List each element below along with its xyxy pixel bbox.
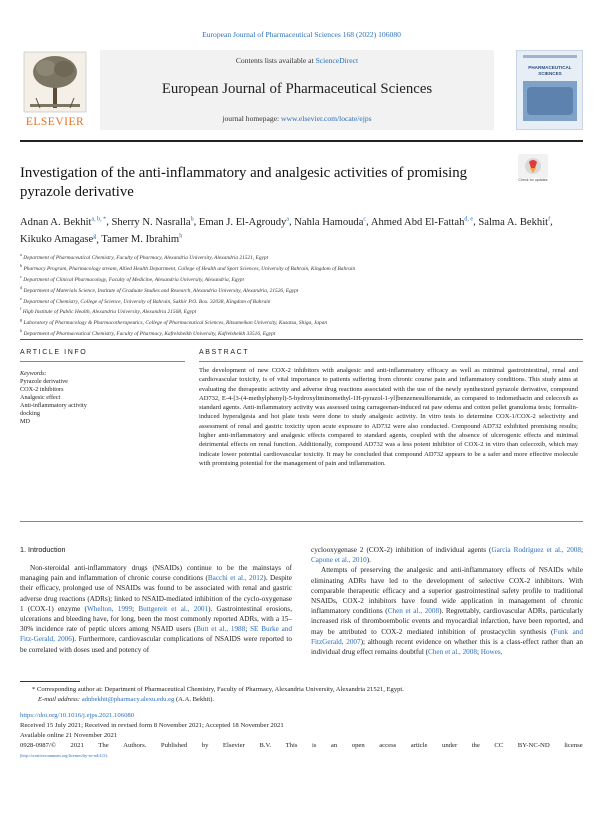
abstract-heading: ABSTRACT [199, 349, 250, 356]
affiliation-key: c [20, 273, 22, 279]
citation-link[interactable]: Funk and FitzGerald, 2007 [311, 627, 583, 646]
license-word: 2021 [70, 742, 84, 749]
author[interactable] [199, 217, 289, 228]
license-word: B.V. [259, 742, 272, 749]
header-rule [20, 140, 583, 142]
author[interactable] [371, 217, 473, 228]
citation-link[interactable]: SE Burke and Fitz-Gerald, 2006 [20, 625, 292, 644]
intro-left-column [20, 563, 292, 655]
license-word: is [311, 742, 317, 749]
affiliation [20, 251, 580, 262]
author-affiliation-marker[interactable]: d, e [464, 216, 474, 222]
license-word: BY-NC-ND [517, 742, 550, 749]
keywords-block [20, 370, 185, 426]
cover-title [521, 65, 579, 77]
author-affiliation-marker[interactable]: a, b, * [91, 216, 107, 222]
affiliation-list [20, 251, 580, 338]
citation-link[interactable]: Bacchi et al., 2012 [207, 574, 264, 583]
affiliation [20, 327, 580, 338]
sciencedirect-link[interactable]: ScienceDirect [315, 56, 359, 65]
affiliation-text: High Institute of Public Health, Alexandria University, Alexandria 21568, Egypt [22, 309, 197, 316]
journal-reference[interactable]: European Journal of Pharmaceutical Sciences 168 (2022) 106080 [202, 30, 401, 39]
license-word: Elsevier [222, 742, 245, 749]
keyword: Analgesic effect [20, 394, 61, 401]
body-text: ). Gastrointestinal erosions, ulcerations and bleeding have, for long, been the most commonly reported ADRs, with a 15–30% incidence rate of peptic ulcers among NSAID users ( [20, 604, 293, 634]
email-label: E-mail address: [38, 695, 82, 703]
publisher-wordmark: ELSEVIER [25, 116, 85, 128]
author-name[interactable]: Eman J. El-Agroudy [198, 216, 287, 228]
author-name[interactable]: Ahmed Abd El-Fattah [370, 216, 465, 228]
citation-link[interactable]: Capone et al., 2010 [311, 556, 367, 565]
author-email-link[interactable]: adnbekhit@pharmacy.alexu.edu.eg [81, 695, 175, 703]
elsevier-logo[interactable] [20, 48, 90, 135]
cover-stripe [523, 55, 577, 58]
article-info-rule [20, 361, 185, 362]
citation-link[interactable]: Buttgereit et al., 2001 [138, 604, 209, 613]
affiliation-text: Department of Materials Science, Institute of Graduate Studies and Research, Alexandria University, Alexandria, 21526, Egypt [23, 287, 299, 294]
intro-right-column [311, 545, 583, 657]
affiliation-text: Department of Clinical Pharmacology, Faculty of Medicine, Alexandria University, Alexandria, Egypt [23, 276, 244, 283]
affiliation-key: h [20, 328, 23, 334]
author-name[interactable]: Nahla Hamouda [294, 216, 364, 228]
author-list: Adnan A. Bekhit$^{a, b, *}$, Sherry N. Nasralla$^b$, Eman J. El-Agroudy$^a$, Nahla Hamouda$^c$, Ahmed Abd El-Fattah$^{d, e}$, Salma A. Bekhit$^f$, Kikuko Amagase$^g$, Tamer M. Ibrahim$^h$ [20, 216, 553, 246]
cover-title-line-2: SCIENCES [538, 71, 562, 76]
homepage-line [100, 114, 494, 123]
citation-link[interactable]: Whelton, 1999 [86, 604, 133, 613]
author-affiliation-marker[interactable]: g [93, 233, 97, 240]
body-text: ; [245, 625, 251, 634]
body-text: Non-steroidal anti-inflammatory drugs (NSAIDs) continue to be the mainstays of managing pain and inflammation of chronic course conditions ( [20, 564, 292, 583]
article-title: Investigation of the anti-inflammatory and analgesic activities of promising pyrazole derivative [20, 165, 468, 200]
citation-link[interactable]: Chen et al., 2008 [428, 648, 477, 657]
author[interactable] [294, 217, 366, 228]
license-word: under [441, 742, 458, 749]
affiliation-key: e [20, 295, 22, 301]
citation-link[interactable]: García Rodríguez et al., 2008 [491, 546, 581, 554]
affiliation-text: Pharmacy Program, Pharmacology stream, Allied Health Department, College of Health and Sport Sciences, University of Bahrain, Kingdom of Bahrain [23, 265, 356, 272]
affiliation-text: Laboratory of Pharmacology & Pharmacotherapeutics, College of Pharmaceutical Sciences, Ritsumeikan University, Kusatsu, Shiga, Japan [23, 320, 328, 327]
email-suffix: (A.A. Bekhit). [174, 695, 215, 703]
body-text: ). [366, 556, 371, 565]
affiliation-key: g [20, 317, 23, 323]
author-name[interactable]: Kikuko Amagase [20, 234, 94, 246]
license-url-link[interactable]: (http://creativecommons.org/licenses/by-nc-nd/4.0/). [20, 753, 109, 758]
journal-title[interactable]: European Journal of Pharmaceutical Sciences [161, 81, 433, 97]
citation-link[interactable]: Chen et al., 2008 [387, 607, 440, 616]
contents-line [100, 56, 494, 65]
footnote [32, 685, 582, 704]
body-text: ; [132, 604, 139, 613]
author[interactable] [20, 234, 96, 245]
publication-info [20, 711, 583, 761]
keyword: COX-2 inhibitors [20, 386, 64, 393]
email-line [32, 695, 582, 705]
check-for-updates-badge[interactable] [518, 154, 548, 188]
body-text: ). Regrettably, cardiovascular ADRs, particularly increased risk of thromboembolic events and myocardial infarction, have been reported, and may be attributed to COX-2 mediated inhibition of prostacyclin synthesis ( [311, 607, 584, 636]
author-name[interactable]: Adnan A. Bekhit [20, 216, 92, 228]
author-affiliation-marker[interactable]: a [286, 216, 289, 222]
affiliation-text: Department of Pharmaceutical Chemistry, Faculty of Pharmacy, Kafrelsheikh University, Kafrelsheikh 33516, Egypt [23, 331, 276, 338]
affiliation [20, 295, 580, 306]
crossmark-label: Check for updates [518, 178, 548, 182]
license-word: 0928-0987/© [20, 742, 56, 749]
abstract-text: The development of new COX-2 inhibitors with analgesic and anti-inflammatory efficacy as well as minimal gastrointestinal, renal and cardiovascular toxicity, is of vital importance to patients suffering from chronic course pain and inflammatory conditions. This study aims at evaluating the therapeutic activity and adverse drug reactions associated with the use of the newly synthesized pyrazole derivative, compound AD732, E-4-[3-(4-methylphenyl)-5-hydroxyliminomethyl-1H-pyrazol-1-yl]benzenesulfonamide, as compared to indomethacin and celecoxib as standard agents. Anti-inflammatory activity was assessed using carrageenan-induced rat paw edema and cotton pellet granuloma tests; formalin-induced hyperalgesia and hot plate tests were done to study analgesic activity. In vitro tests to determine COX-1/COX-2 selectivity and assessment of renal and gastric toxicity upon acute exposure to AD732 were also conducted. Compound AD732 exhibited promising results; higher anti-inflammatory and analgesic effects compared to standard agents, coupled with the absence of ulcerogenic effects and minimal detrimental effects on renal function. Additionally, compound AD732 was a less potent inhibitor of COX-2 in vitro than celecoxib, which may indicate lower potential cardiovascular toxicity. It may be concluded that compound AD732 appears to be a safer and more effective molecule with promising potential for the management of pain and inflammation. [199, 367, 578, 467]
contents-prefix: Contents lists available at [235, 56, 316, 65]
homepage-link[interactable]: www.elsevier.com/locate/ejps [281, 114, 372, 123]
crossmark-icon [518, 154, 548, 178]
license-word: open [351, 742, 365, 749]
affiliation-key: f [20, 306, 22, 312]
intro-right-paragraph-2 [311, 565, 583, 657]
intro-right-paragraph-1 [311, 546, 583, 564]
body-text: ). Despite their efficacy, prolonged use of NSAIDs was found to be associated with renal and gastric adverse drug reactions (ADRs); linked to NSAID-mediated inhibition of the cyclo-oxygenase 1 (COX-1) enzyme ( [20, 574, 292, 613]
article-info-heading: ARTICLE INFO [20, 349, 88, 356]
license-word: CC [494, 742, 504, 749]
abstract-rule [199, 361, 583, 362]
affiliation [20, 284, 580, 295]
author[interactable] [111, 217, 193, 228]
author[interactable] [20, 217, 106, 228]
keyword: Anti-inflammatory activity [20, 402, 87, 409]
footnote-rule [20, 681, 80, 682]
license-word: The [98, 742, 109, 749]
author-affiliation-marker[interactable]: b [190, 216, 194, 222]
license-word: access [379, 742, 397, 749]
introduction-heading: 1. Introduction [20, 545, 66, 554]
cover-title-line-1: PHARMACEUTICAL [528, 65, 572, 70]
author-name[interactable]: Salma A. Bekhit [478, 216, 549, 228]
affiliation-text: Department of Pharmaceutical Chemistry, Faculty of Pharmacy, Alexandria University, Alexandria 21521, Egypt [23, 254, 269, 261]
author-affiliation-marker[interactable]: h [179, 233, 183, 240]
available-online: Available online 21 November 2021 [20, 732, 118, 739]
keyword-list [20, 378, 185, 426]
license-word: by [201, 742, 209, 749]
keywords-label: Keywords: [20, 370, 47, 377]
abstract-bottom-rule [20, 521, 583, 522]
body-text: ); although recent evidence on whether this is a class-effect rather than an individual drug effect remains doubtful ( [311, 637, 583, 657]
citation-link[interactable]: Howes, [480, 648, 503, 657]
license-line [20, 741, 583, 751]
body-text: ; [476, 648, 481, 657]
cover-image-inner [527, 87, 573, 115]
keyword: MD [20, 418, 30, 425]
affiliation [20, 273, 580, 284]
body-text: ; [581, 546, 583, 554]
affiliation [20, 262, 580, 273]
license-word: license [564, 742, 583, 749]
keyword: Pyrazole derivative [20, 378, 68, 385]
body-text: cyclooxygenase 2 (COX-2) inhibition of individual agents ( [311, 546, 492, 554]
author-name[interactable]: Sherry N. Nasralla [111, 216, 191, 228]
journal-header [20, 48, 583, 135]
corresponding-author-note: * Corresponding author at: Department of Pharmaceutical Chemistry, Faculty of Pharmacy, Alexandria University, Alexandria 21521, Egypt. [32, 686, 404, 693]
received-dates: Received 15 July 2021; Received in revised form 8 November 2021; Accepted 18 November 2021 [20, 722, 284, 729]
license-word: the [471, 742, 480, 749]
license-word: Published [160, 742, 188, 749]
affiliation-key: d [20, 284, 23, 290]
body-text: ). Furthermore, cardiovascular complications of NSAIDS were reported to be correlated with doses used and potency of [20, 635, 292, 654]
affiliation-key: b [20, 262, 23, 268]
license-word: an [330, 742, 338, 749]
affiliation [20, 305, 580, 316]
citation-link[interactable]: Butt et al., 1988 [196, 625, 246, 634]
author-name[interactable]: Tamer M. Ibrahim [101, 234, 180, 246]
license-word: article [410, 742, 428, 749]
homepage-prefix: journal homepage: [222, 114, 281, 123]
author[interactable] [101, 234, 182, 245]
author-affiliation-marker[interactable]: c [363, 216, 367, 222]
doi-link[interactable]: https://doi.org/10.1016/j.ejps.2021.106080 [20, 712, 135, 719]
affiliation-rule [20, 339, 583, 340]
author[interactable] [478, 217, 550, 228]
body-text: Attempts of preserving the analgesic and anti-inflammatory effects of NSAIDs while eliminating ADRs have led to the development of selective COX-2 inhibitors. With comparable therapeutic efficacy and a superior gastrointestinal safety profile to traditional NSAIDs, COX-2 inhibitors have found wide application in management of chronic inflammatory conditions ( [311, 566, 583, 616]
keyword: docking [20, 410, 40, 417]
license-word: Authors. [123, 742, 147, 749]
author-affiliation-marker[interactable]: f [548, 216, 551, 222]
journal-banner [100, 50, 494, 130]
affiliation-key: a [20, 252, 22, 257]
journal-cover-thumbnail[interactable] [516, 50, 583, 130]
affiliation [20, 316, 580, 327]
license-word: This [285, 742, 298, 749]
affiliation-text: Department of Chemistry, College of Science, University of Bahrain, Sakhir P.O. Box. 32038, Kingdom of Bahrain [23, 298, 271, 305]
